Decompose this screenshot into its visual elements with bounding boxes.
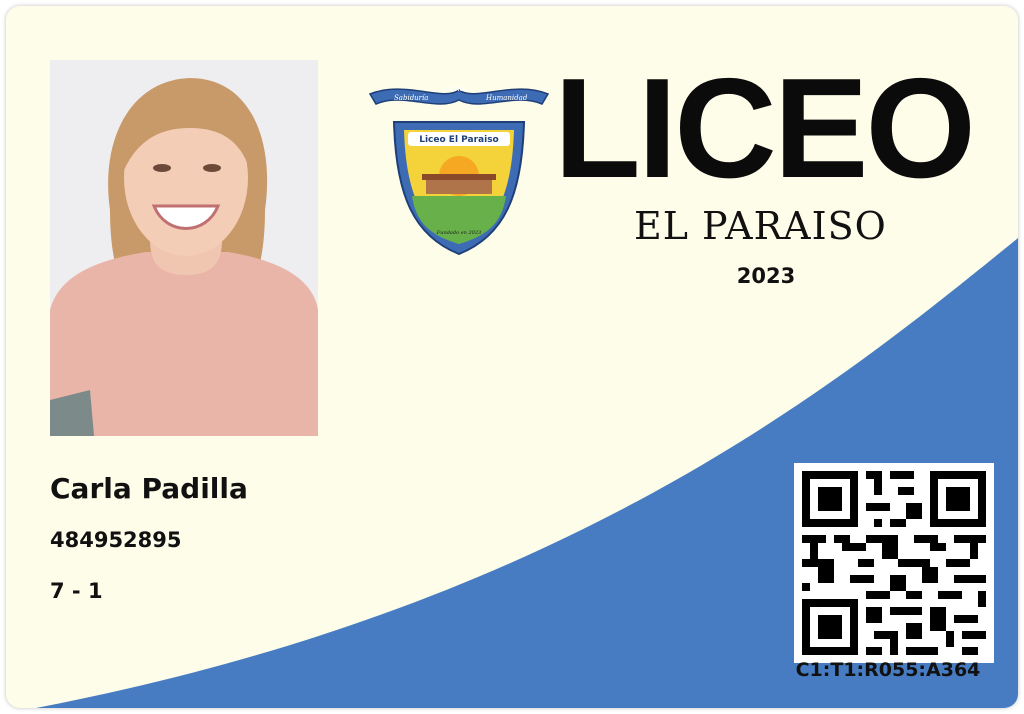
student-id-number: 484952895	[50, 528, 182, 552]
crest-motto-1: Sabiduría	[394, 94, 429, 102]
qr-code-label: C1:T1:R055:A364	[795, 659, 981, 681]
student-grade: 7 - 1	[50, 579, 103, 603]
id-card	[6, 6, 1018, 708]
qr-code	[794, 463, 994, 663]
school-crest-logo	[364, 76, 554, 266]
school-subtitle: EL PARAISO	[634, 204, 887, 248]
crest-motto-2: Amor	[448, 85, 468, 93]
student-name: Carla Padilla	[50, 472, 248, 505]
crest-name: Liceo El Paraiso	[419, 135, 499, 145]
crest-founded: Fundado en 2023	[436, 230, 482, 236]
school-year: 2023	[736, 264, 796, 288]
student-photo	[50, 60, 318, 436]
crest-motto-3: Humanidad	[486, 94, 528, 102]
school-title: LICEO	[554, 49, 973, 208]
